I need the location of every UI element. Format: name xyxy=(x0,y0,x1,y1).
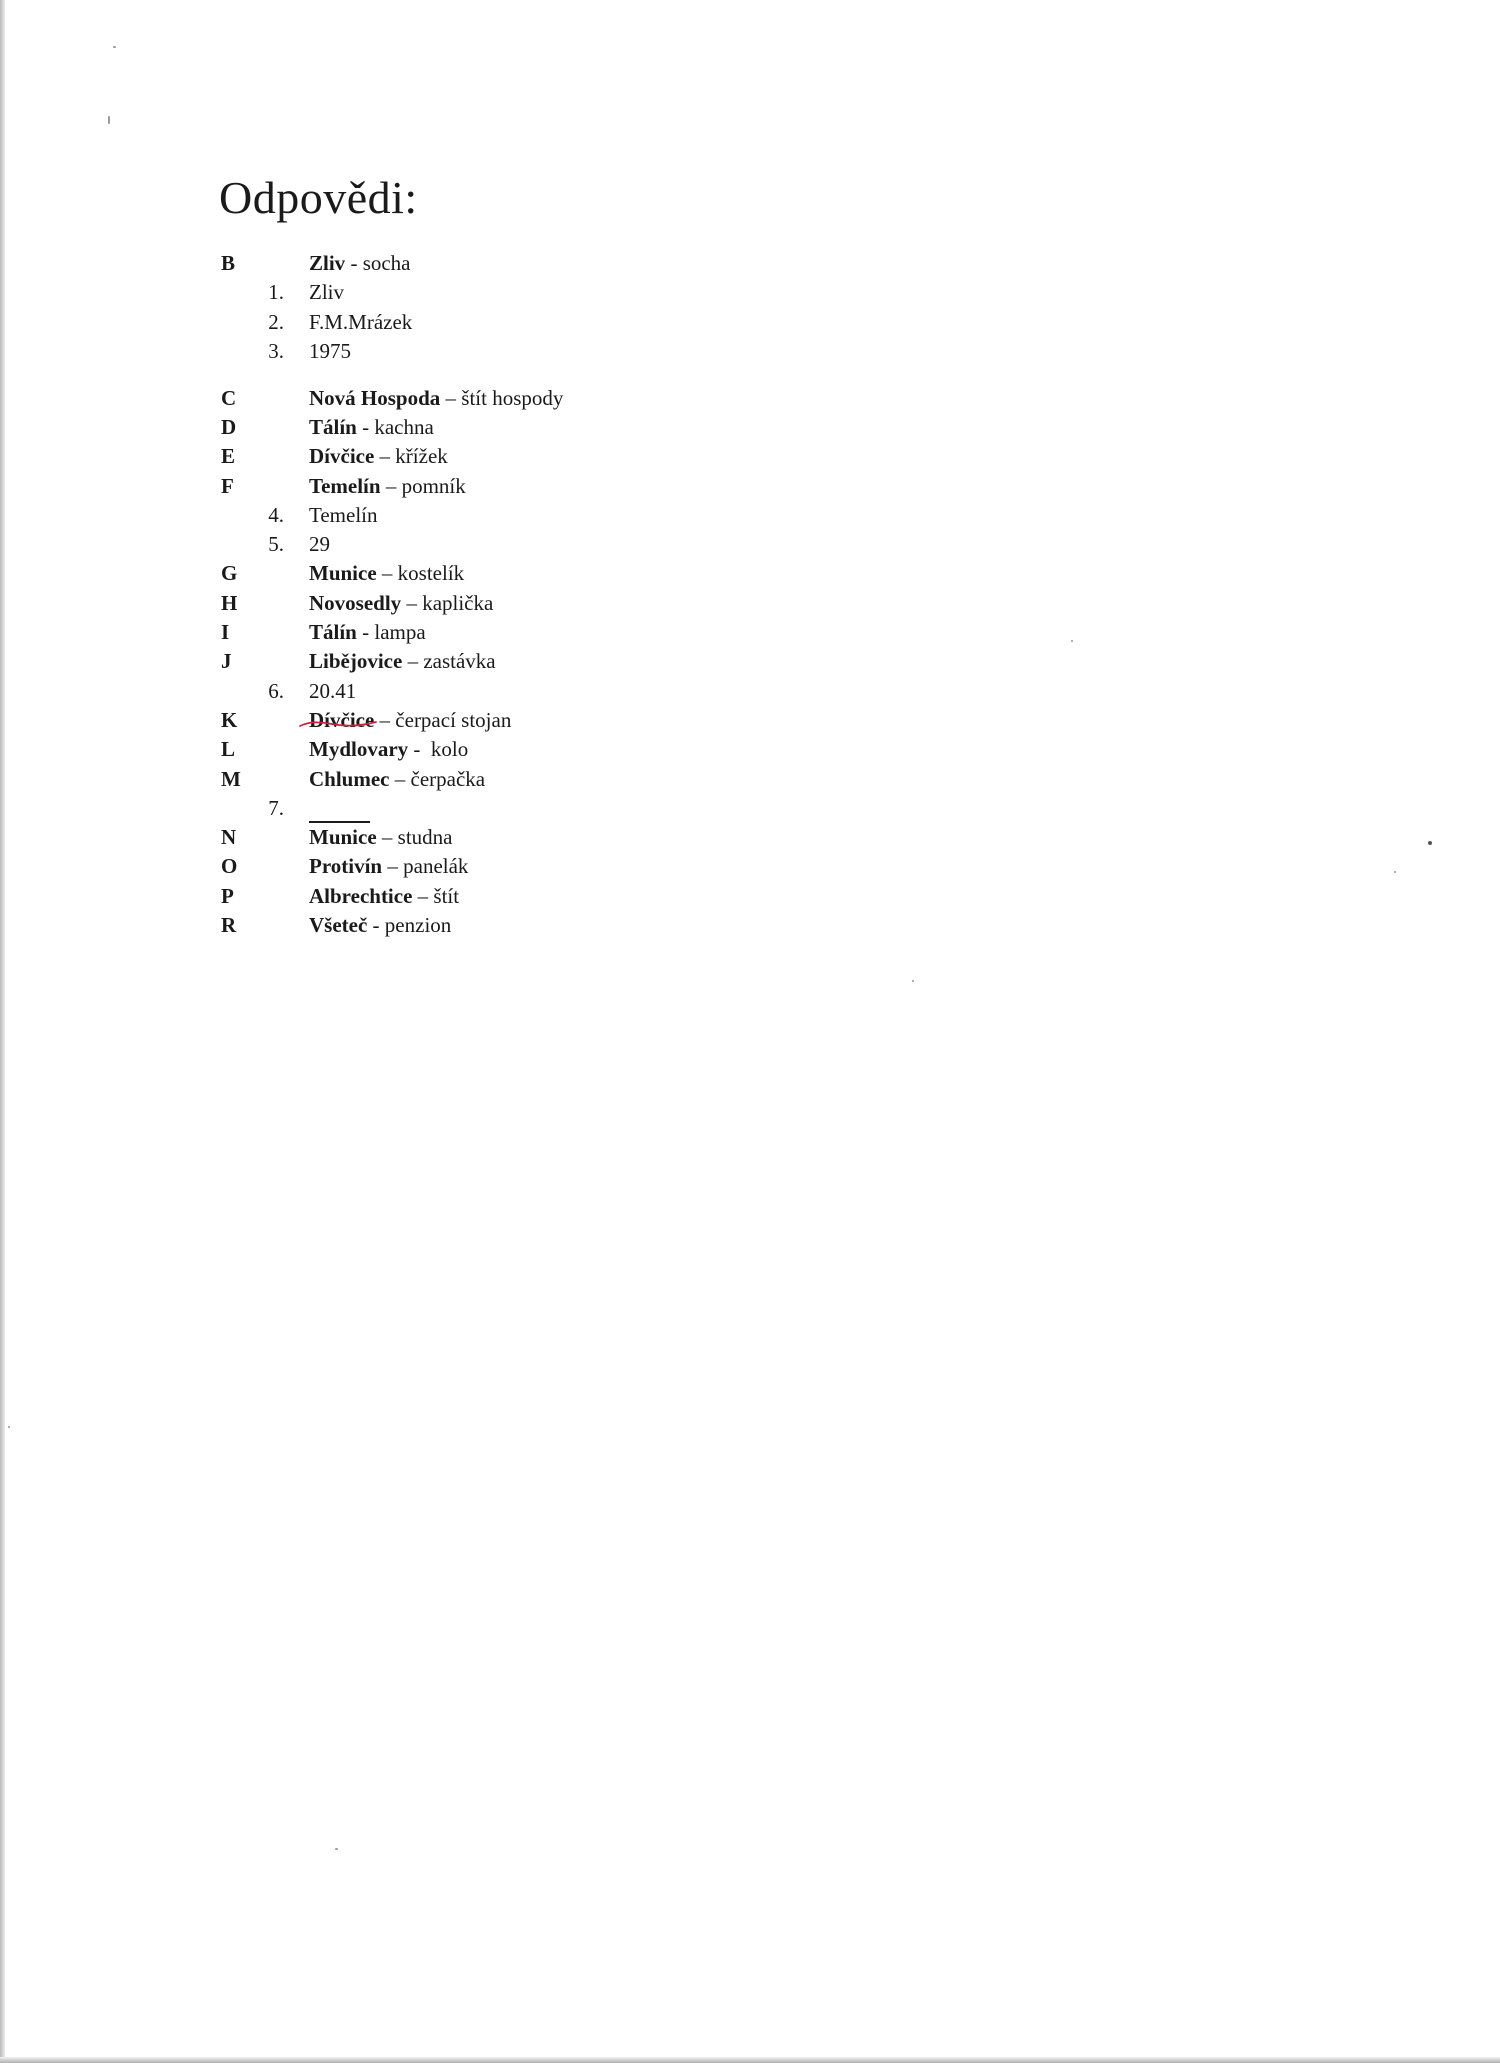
place-name: Nová Hospoda xyxy=(309,385,441,410)
answer-letter: M xyxy=(221,766,241,791)
object-description: socha xyxy=(362,251,411,275)
answer-letter: D xyxy=(221,414,237,439)
question-number: 2. xyxy=(268,309,284,334)
place-name: Zliv xyxy=(309,251,346,275)
question-answer: 20.41 xyxy=(309,678,357,703)
answer-letter: L xyxy=(221,737,236,762)
object-description: kolo xyxy=(430,737,469,762)
answer-letter: P xyxy=(221,883,234,908)
place-name: Mydlovary xyxy=(309,737,409,762)
answer-letter: F xyxy=(221,473,234,498)
scan-speck xyxy=(108,116,110,124)
object-description: zastávka xyxy=(423,649,496,674)
object-description: kostelík xyxy=(397,561,465,586)
answer-text xyxy=(309,618,426,647)
separator: – xyxy=(376,825,398,850)
question-answer: 29 xyxy=(309,532,330,557)
separator: – xyxy=(382,854,404,879)
place-name: Albrechtice xyxy=(309,883,413,908)
answer-row xyxy=(0,589,1500,618)
answer-row xyxy=(0,384,1500,413)
object-description: čerpací stojan xyxy=(395,707,512,732)
separator: – xyxy=(440,385,462,410)
scan-speck xyxy=(8,1426,10,1428)
answer-letter: R xyxy=(221,913,237,938)
answer-row xyxy=(0,911,1500,940)
separator: - xyxy=(345,251,363,275)
answer-row xyxy=(0,647,1500,676)
question-row xyxy=(0,677,1500,706)
question-answer: Temelín xyxy=(309,502,378,527)
answer-row xyxy=(0,249,1500,278)
answer-text xyxy=(309,384,563,413)
question-number: 6. xyxy=(268,678,284,703)
question-number: 5. xyxy=(268,532,284,557)
separator: – xyxy=(412,883,434,908)
answer-row xyxy=(0,765,1500,794)
answer-text xyxy=(309,765,485,794)
scan-speck xyxy=(335,1848,338,1850)
place-name: Munice xyxy=(309,825,377,850)
object-description: kachna xyxy=(374,414,434,439)
answer-letter: G xyxy=(221,561,238,586)
object-description: lampa xyxy=(374,620,426,645)
answer-row xyxy=(0,618,1500,647)
place-name: Temelín xyxy=(309,473,381,498)
question-row xyxy=(0,278,1500,307)
answer-letter: N xyxy=(221,825,237,850)
place-name: Tálín xyxy=(309,620,357,645)
answer-letter: J xyxy=(221,649,232,674)
object-description: pomník xyxy=(401,473,466,498)
separator: - xyxy=(356,620,375,645)
question-number: 7. xyxy=(268,795,284,820)
separator: – xyxy=(380,473,402,498)
answer-row xyxy=(0,823,1500,852)
separator: – xyxy=(401,590,423,615)
object-description: studna xyxy=(397,825,453,850)
red-pen-underline xyxy=(298,718,378,730)
answer-row xyxy=(0,882,1500,911)
answer-text xyxy=(309,442,448,471)
question-number: 4. xyxy=(268,502,284,527)
separator: – xyxy=(374,444,396,469)
answer-text xyxy=(309,823,452,852)
answer-letter: I xyxy=(221,620,230,645)
answer-text xyxy=(309,852,468,881)
question-row xyxy=(0,530,1500,559)
answer-row xyxy=(0,559,1500,588)
answer-row xyxy=(0,735,1500,764)
object-description: štít hospody xyxy=(461,385,564,410)
place-name: Dívčice xyxy=(309,444,375,469)
separator: - xyxy=(408,737,431,762)
question-row xyxy=(0,794,1500,823)
answer-list xyxy=(0,249,1500,940)
question-row xyxy=(0,501,1500,530)
answer-row xyxy=(0,413,1500,442)
answer-letter: K xyxy=(221,707,238,732)
place-name: Protivín xyxy=(309,854,383,879)
separator: - xyxy=(367,913,385,938)
answer-row xyxy=(0,472,1500,501)
place-name: Chlumec xyxy=(309,766,390,791)
answer-letter: C xyxy=(221,385,237,410)
answer-text xyxy=(309,735,468,764)
object-description: křížek xyxy=(395,444,448,469)
answer-text xyxy=(309,589,493,618)
answer-text xyxy=(309,911,451,940)
page-title: Odpovědi: xyxy=(219,172,418,223)
answer-letter: E xyxy=(221,444,236,469)
answer-text xyxy=(309,882,459,911)
scan-speck xyxy=(113,46,116,48)
answer-text xyxy=(309,559,464,588)
place-name: Dívčice xyxy=(309,707,375,732)
separator: – xyxy=(374,707,396,732)
answer-letter: H xyxy=(221,590,238,615)
place-name: Munice xyxy=(309,561,377,586)
object-description: kaplička xyxy=(422,590,494,615)
answer-text xyxy=(309,413,434,442)
section-gap xyxy=(0,366,1500,384)
question-answer: F.M.Mrázek xyxy=(309,309,413,334)
answer-row xyxy=(0,706,1500,735)
answer-text xyxy=(309,249,411,278)
page-bottom-shadow xyxy=(0,2057,1500,2063)
answer-text xyxy=(309,647,496,676)
separator: – xyxy=(389,766,411,791)
blank-line xyxy=(309,799,370,823)
place-name: Tálín xyxy=(309,414,357,439)
separator: – xyxy=(402,649,424,674)
answer-row xyxy=(0,442,1500,471)
answer-text xyxy=(309,472,466,501)
question-row xyxy=(0,308,1500,337)
object-description: panelák xyxy=(403,854,469,879)
separator: - xyxy=(356,414,375,439)
separator: – xyxy=(376,561,398,586)
question-answer: Zliv xyxy=(309,280,344,305)
place-name: Všeteč xyxy=(309,913,368,938)
answer-row xyxy=(0,852,1500,881)
object-description: čerpačka xyxy=(410,766,486,791)
object-description: štít xyxy=(433,883,460,908)
answer-letter: O xyxy=(221,854,238,879)
answer-letter: B xyxy=(221,251,236,275)
place-name: Novosedly xyxy=(309,590,402,615)
question-row xyxy=(0,337,1500,366)
scan-speck xyxy=(912,980,914,982)
object-description: penzion xyxy=(384,913,452,938)
question-answer: 1975 xyxy=(309,338,351,363)
question-number: 3. xyxy=(268,338,284,363)
question-number: 1. xyxy=(268,280,284,305)
blank-answer xyxy=(309,794,370,823)
place-name: Libějovice xyxy=(309,649,403,674)
